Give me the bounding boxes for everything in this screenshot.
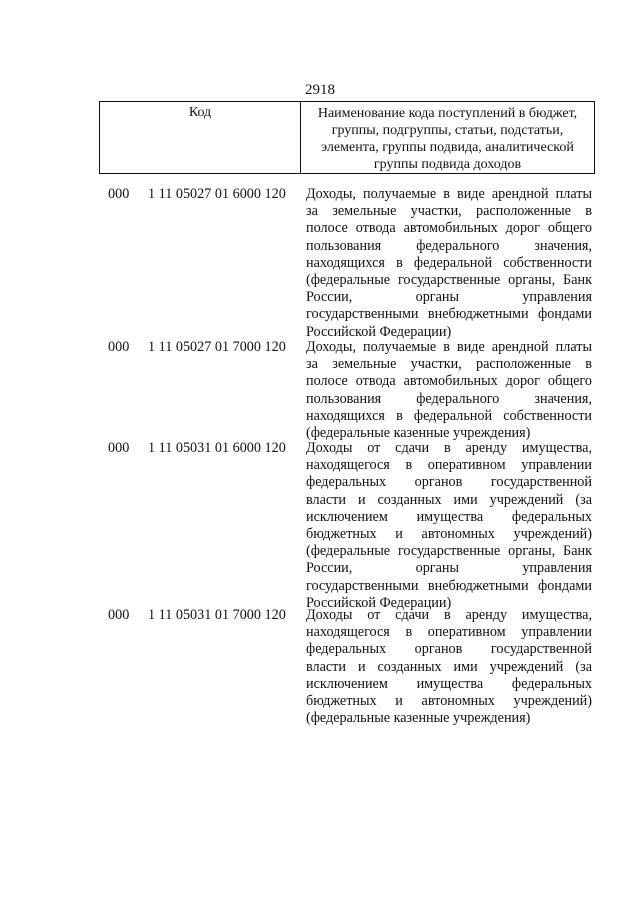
description-line: Российской Федерации) (306, 594, 452, 611)
description-line: бюджетных и автономных учреждений) (306, 526, 592, 543)
header-name-line: элемента, группы подвида, аналитической (321, 140, 574, 155)
revenue-code: 1 11 05027 01 7000 120 (148, 339, 286, 355)
description-line: бюджетных и автономных учреждений) (306, 693, 592, 710)
description-line: России, органы управления (306, 289, 592, 306)
admin-code: 000 (108, 607, 130, 623)
table-header (99, 101, 595, 174)
description-line: Российской Федерации) (306, 323, 452, 340)
description-line: Доходы, получаемые в виде арендной платы (306, 339, 592, 355)
description-line: полосе отвода автомобильных дорог общего (306, 373, 592, 390)
description-line: власти и созданных ими учреждений (за (306, 491, 592, 508)
description-line: находящихся в федеральной собственности (306, 254, 592, 271)
description-line: пользования федерального значения, (306, 237, 592, 254)
admin-code: 000 (108, 186, 130, 202)
description-line: исключением имущества федеральных (306, 675, 592, 692)
description-line: находящегося в оперативном управлении (306, 457, 592, 474)
revenue-description (306, 440, 592, 612)
description-line: власти и созданных ими учреждений (за (306, 658, 592, 675)
revenue-code: 1 11 05027 01 6000 120 (148, 186, 286, 202)
revenue-code: 1 11 05031 01 6000 120 (148, 440, 286, 456)
admin-code: 000 (108, 440, 130, 456)
description-line: полосе отвода автомобильных дорог общего (306, 220, 592, 237)
revenue-description (306, 607, 592, 727)
description-line: Доходы от сдачи в аренду имущества, (306, 440, 592, 456)
description-line: России, органы управления (306, 560, 592, 577)
description-line: за земельные участки, расположенные в (306, 203, 592, 220)
revenue-description (306, 339, 592, 442)
description-line: федеральных органов государственной (306, 641, 592, 658)
header-name-line: группы, подгруппы, статьи, подстатьи, (331, 123, 564, 138)
description-line: находящегося в оперативном управлении (306, 624, 592, 641)
header-name-line: группы подвида доходов (373, 157, 522, 172)
header-name-line: Наименование кода поступлений в бюджет, (317, 106, 578, 121)
page-number: 2918 (305, 82, 335, 98)
description-line: (федеральные казенные учреждения) (306, 710, 531, 727)
description-line: (федеральные государственные органы, Банк (306, 543, 592, 560)
description-line: находящихся в федеральной собственности (306, 407, 592, 424)
description-line: федеральных органов государственной (306, 474, 592, 491)
description-line: государственными внебюджетными фондами (306, 306, 592, 323)
description-line: за земельные участки, расположенные в (306, 356, 592, 373)
header-name-column (301, 102, 595, 174)
description-line: государственными внебюджетными фондами (306, 577, 592, 594)
revenue-code: 1 11 05031 01 7000 120 (148, 607, 286, 623)
description-line: пользования федерального значения, (306, 390, 592, 407)
description-line: (федеральные казенные учреждения) (306, 425, 531, 442)
revenue-description (306, 186, 592, 341)
description-line: Доходы от сдачи в аренду имущества, (306, 607, 592, 623)
description-line: (федеральные государственные органы, Банк (306, 272, 592, 289)
description-line: Доходы, получаемые в виде арендной платы (306, 186, 592, 202)
admin-code: 000 (108, 339, 130, 355)
description-line: исключением имущества федеральных (306, 508, 592, 525)
header-code-column: Код (100, 102, 301, 174)
